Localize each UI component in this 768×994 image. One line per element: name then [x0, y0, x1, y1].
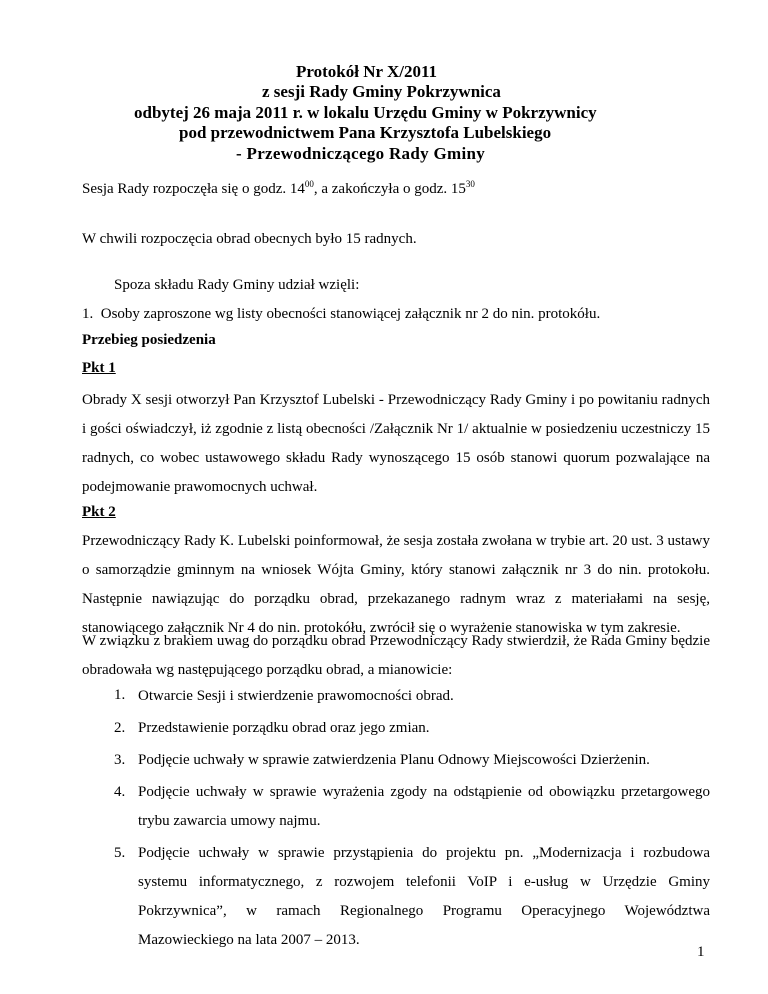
agenda-item-text: Otwarcie Sesji i stwierdzenie prawomocności obrad.	[138, 688, 454, 704]
agenda-item-text: Podjęcie uchwały w sprawie zatwierdzenia Planu Odnowy Miejscowości Dzierżenin.	[138, 752, 650, 768]
point-1-body: Obrady X sesji otworzył Pan Krzysztof Lubelski - Przewodniczący Rady Gminy i po powitaniu radnych i gości oświadczył, iż zgodnie z listą obecności /Załącznik Nr 1/ aktualnie w posiedzeniu uczestniczy 15 radnych, co wobec ustawowego składu Rady wynoszącego 15 osób stanowi quorum pozwalające na podejmowanie prawomocnych uchwał.	[82, 392, 710, 495]
agenda-item	[114, 681, 710, 711]
agenda-item	[114, 839, 710, 955]
point-2-conclusion: W związku z brakiem uwag do porządku obrad Przewodniczący Rady stwierdził, że Rada Gminy będzie obradowała wg następującego porządku obrad, a mianowicie:	[82, 633, 710, 678]
list-item-text: Osoby zaproszone wg listy obecności stanowiącej załącznik nr 2 do nin. protokółu.	[100, 306, 601, 322]
title-line-2: z sesji Rady Gminy Pokrzywnica	[262, 82, 501, 101]
title-line-1: Protokół Nr X/2011	[296, 62, 438, 81]
attendance-statement: W chwili rozpoczęcia obrad obecnych było 15 radnych.	[82, 231, 417, 247]
agenda-item	[114, 778, 710, 836]
session-times	[82, 175, 710, 204]
agenda-item-number: 1.	[114, 687, 126, 703]
session-end-minutes: 30	[465, 179, 475, 189]
agenda-item-number: 4.	[114, 784, 126, 800]
agenda-item-number: 5.	[114, 845, 126, 861]
agenda-list	[114, 681, 710, 955]
point-1-heading: Pkt 1	[82, 360, 116, 376]
agenda-item-text: Przedstawienie porządku obrad oraz jego zmian.	[138, 720, 430, 736]
agenda-item-text: Podjęcie uchwały w sprawie wyrażenia zgody na odstąpienie od obowiązku przetargowego trybu zawarcia umowy najmu.	[138, 784, 710, 829]
agenda-item-number: 2.	[114, 720, 126, 736]
guests-list-item	[82, 300, 600, 329]
session-start-text: Sesja Rady rozpoczęła się o godz. 14	[82, 181, 305, 197]
agenda-item	[114, 714, 710, 743]
guests-intro: Spoza składu Rady Gminy udział wzięli:	[114, 277, 360, 293]
agenda-item	[114, 746, 710, 775]
point-2-heading: Pkt 2	[82, 504, 116, 520]
title-line-4: pod przewodnictwem Pana Krzysztofa Lubelskiego	[179, 123, 552, 142]
point-2-body: Przewodniczący Rady K. Lubelski poinformował, że sesja została zwołana w trybie art. 20 ust. 3 ustawy o samorządzie gminnym na wniosek Wójta Gminy, który stanowi załącznik nr 3 do nin. protokołu. Następnie nawiązując do porządku obrad, przekazanego radnym wraz z materiałami na sesję, stanowiącego załącznik Nr 4 do nin. protokółu, zwrócił się o wyrażenie stanowiska w tym zakresie.	[82, 533, 710, 636]
title-line-3: odbytej 26 maja 2011 r. w lokalu Urzędu Gminy w Pokrzywnicy	[134, 103, 597, 122]
session-end-text: , a zakończyła o godz. 15	[313, 181, 466, 197]
agenda-item-text: Podjęcie uchwały w sprawie przystąpienia do projektu pn. „Modernizacja i rozbudowa systemu informatycznego, z rozwojem telefonii VoIP i e-usług w Urzędzie Gminy Pokrzywnica”, w ramach Regionalnego Programu Operacyjnego Województwa Mazowieckiego na lata 2007 – 2013.	[138, 845, 710, 948]
agenda-item-number: 3.	[114, 752, 126, 768]
page-number: 1	[697, 944, 705, 960]
session-start-minutes: 00	[304, 179, 314, 189]
list-item-number: 1.	[82, 306, 94, 322]
title-line-5: - Przewodniczącego Rady Gminy	[236, 144, 486, 163]
proceedings-heading: Przebieg posiedzenia	[82, 332, 216, 348]
